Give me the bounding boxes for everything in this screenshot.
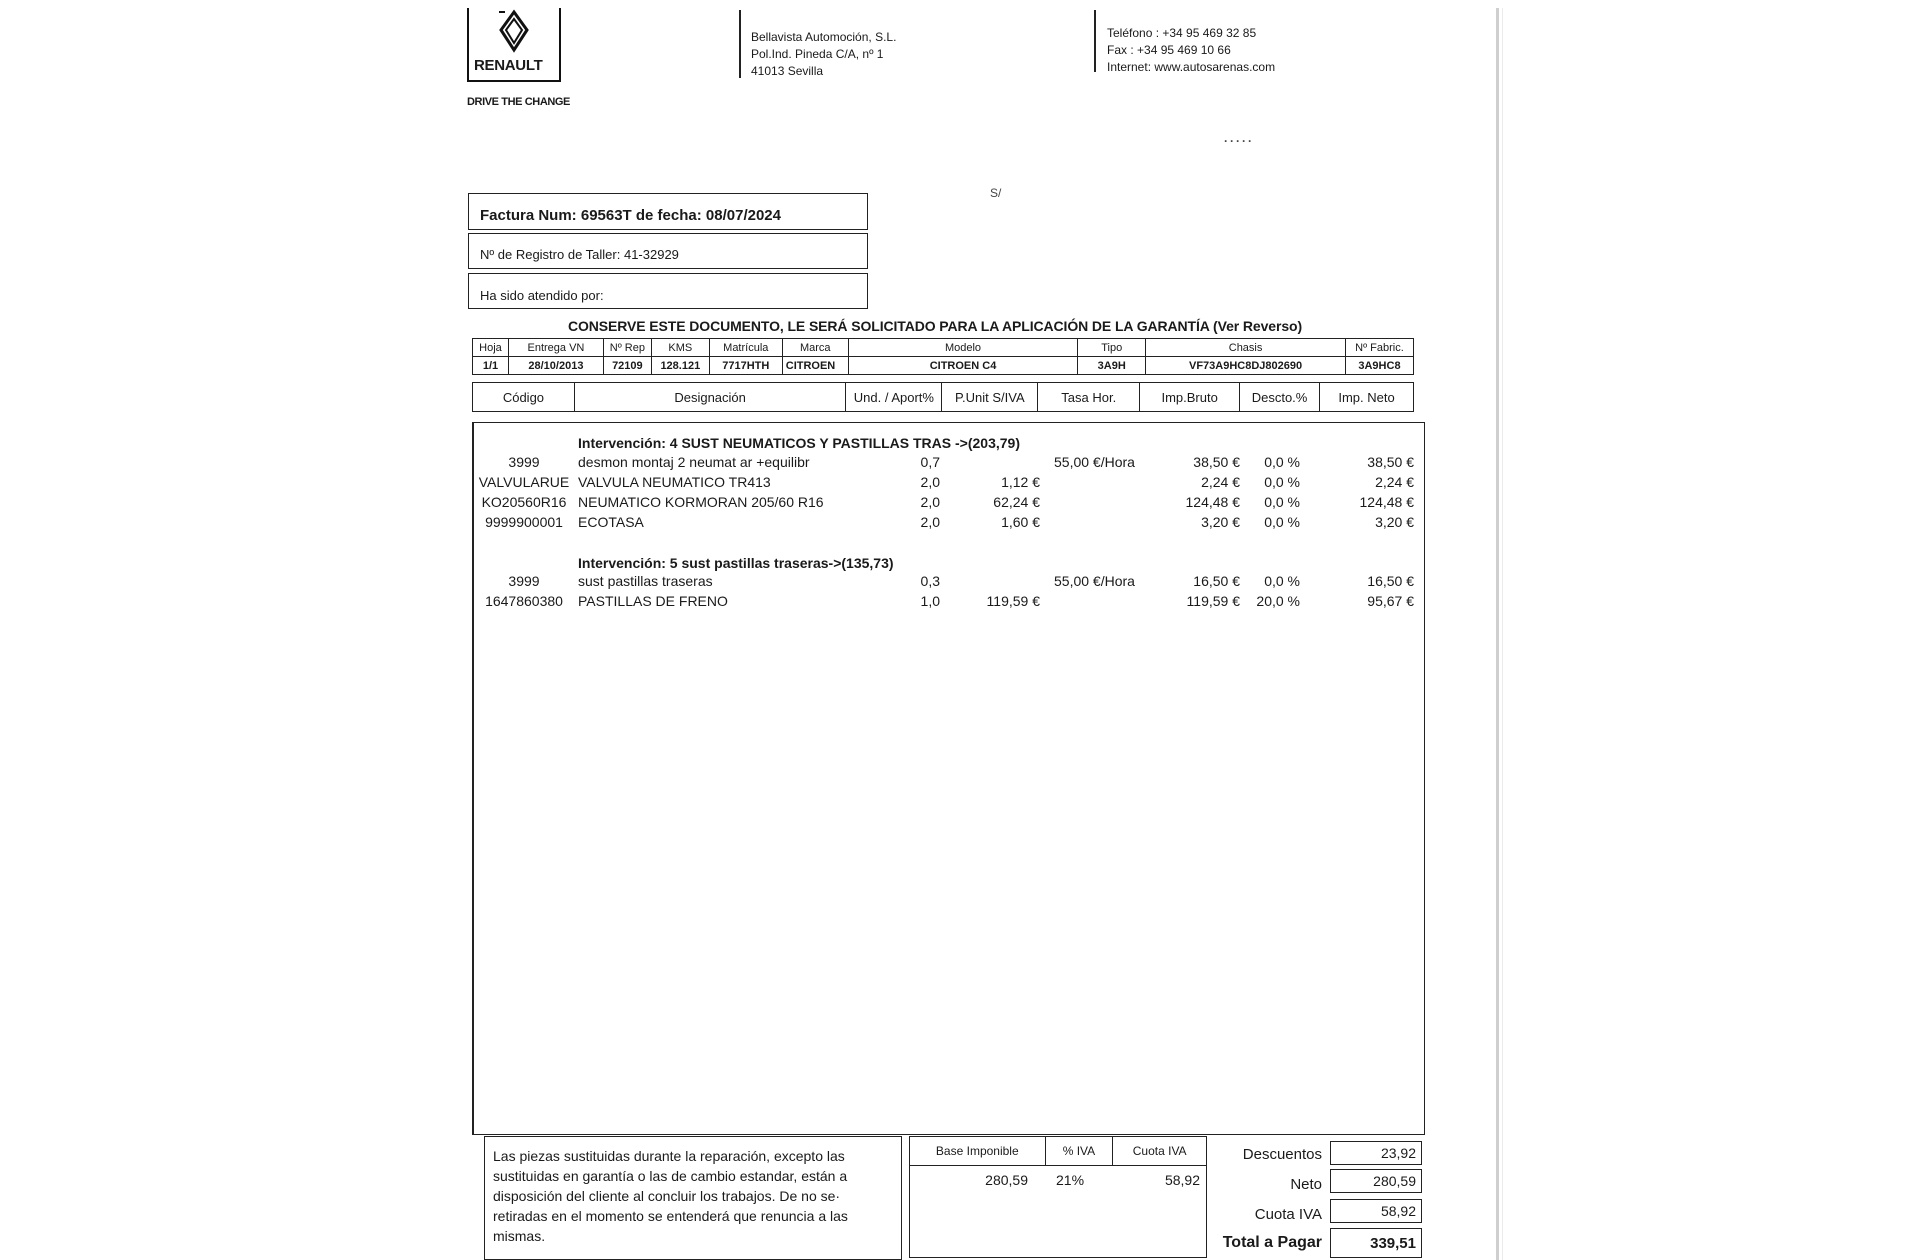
vehicle-value: 3A9H <box>1078 357 1146 375</box>
line-description: ECOTASA <box>578 514 644 530</box>
line-hourly-rate: 55,00 €/Hora <box>1054 454 1135 470</box>
line-discount: 0,0 % <box>1264 454 1300 470</box>
line-code: 3999 <box>508 573 540 589</box>
vehicle-values-row <box>473 357 1414 375</box>
vehicle-value: 1/1 <box>473 357 509 375</box>
line-description: desmon montaj 2 neumat ar +equilibr <box>578 454 810 470</box>
vat-table <box>909 1136 1207 1166</box>
line-gross: 3,20 € <box>1201 514 1240 530</box>
vehicle-value: 72109 <box>603 357 651 375</box>
line-quantity: 2,0 <box>920 474 940 490</box>
col-header: Imp. Neto <box>1320 383 1414 412</box>
line-code: 9999900001 <box>485 514 563 530</box>
vehicle-header: Nº Rep <box>603 339 651 357</box>
line-net: 2,24 € <box>1375 474 1414 490</box>
col-header: Imp.Bruto <box>1140 383 1240 412</box>
line-quantity: 1,0 <box>920 593 940 609</box>
line-net: 3,20 € <box>1375 514 1414 530</box>
page-edge <box>1496 8 1499 1260</box>
vehicle-header: Nº Fabric. <box>1345 339 1413 357</box>
contact-info <box>1107 25 1275 76</box>
vehicle-value: 7717HTH <box>709 357 782 375</box>
legal-note: Las piezas sustituidas durante la reparación, excepto las sustituidas en garantía o las de cambio estandar, están a disposición del cliente al concluir los trabajos. De no se· retiradas en el momento se entenderá que renuncia a las mismas. <box>484 1136 902 1260</box>
line-unit-price: 62,24 € <box>993 494 1040 510</box>
line-discount: 20,0 % <box>1256 593 1300 609</box>
vat-header: Cuota IVA <box>1113 1137 1207 1166</box>
col-header: Und. / Aport% <box>846 383 942 412</box>
line-description: VALVULA NEUMATICO TR413 <box>578 474 771 490</box>
net-label: Neto <box>1290 1176 1322 1193</box>
line-code: KO20560R16 <box>481 494 567 510</box>
vehicle-value: 28/10/2013 <box>508 357 603 375</box>
vehicle-value: CITROEN C4 <box>848 357 1078 375</box>
col-header: Descto.% <box>1240 383 1320 412</box>
line-quantity: 0,3 <box>920 573 940 589</box>
vehicle-value: VF73A9HC8DJ802690 <box>1146 357 1346 375</box>
vehicle-header-row <box>473 339 1414 357</box>
col-header: Designación <box>574 383 846 412</box>
line-code: 3999 <box>508 454 540 470</box>
line-gross: 38,50 € <box>1193 454 1240 470</box>
line-quantity: 2,0 <box>920 494 940 510</box>
line-code: VALVULARUE <box>478 474 570 490</box>
line-description: PASTILLAS DE FRENO <box>578 593 728 609</box>
vehicle-header: Chasis <box>1146 339 1346 357</box>
line-gross: 124,48 € <box>1185 494 1240 510</box>
line-gross: 119,59 € <box>1186 593 1240 609</box>
vehicle-header: Hoja <box>473 339 509 357</box>
line-quantity: 0,7 <box>920 454 940 470</box>
vat-quota-value: 58,92 <box>1330 1199 1422 1223</box>
vat-amount: 58,92 <box>1164 1172 1200 1188</box>
line-gross: 16,50 € <box>1193 573 1240 589</box>
vehicle-header: Tipo <box>1078 339 1146 357</box>
vehicle-header: Entrega VN <box>508 339 603 357</box>
line-unit-price <box>960 573 1040 591</box>
vat-rate: 21% <box>1056 1172 1085 1188</box>
discounts-label: Descuentos <box>1242 1146 1322 1163</box>
col-header: P.Unit S/IVA <box>942 383 1038 412</box>
line-unit-price: 1,12 € <box>1001 474 1040 490</box>
vehicle-header: KMS <box>651 339 709 357</box>
fax: Fax : +34 95 469 10 66 <box>1107 43 1231 57</box>
company-address-1: Pol.Ind. Pineda C/A, nº 1 <box>751 47 884 61</box>
line-gross: 2,24 € <box>1201 474 1240 490</box>
line-unit-price <box>960 454 1040 472</box>
company-address-2: 41013 Sevilla <box>751 64 824 78</box>
company-info <box>751 29 896 80</box>
line-net: 124,48 € <box>1359 494 1414 510</box>
vat-header: Base Imponible <box>910 1137 1046 1166</box>
vehicle-value: 3A9HC8 <box>1345 357 1413 375</box>
brand-tagline: DRIVE THE CHANGE <box>467 96 570 108</box>
warranty-notice: CONSERVE ESTE DOCUMENTO, LE SERÁ SOLICITADO PARA LA APLICACIÓN DE LA GARANTÍA (Ver Reverso) <box>568 318 1303 334</box>
logo-wordmark: RENAULT <box>474 57 543 74</box>
total-value: 339,51 <box>1330 1228 1422 1258</box>
page-edge-shadow <box>1502 8 1503 1260</box>
net-value: 280,59 <box>1330 1169 1422 1193</box>
vehicle-header: Matrícula <box>709 339 782 357</box>
line-net: 38,50 € <box>1367 454 1414 470</box>
vehicle-table <box>472 338 1414 375</box>
line-unit-price: 119,59 € <box>986 593 1040 609</box>
intervention-title: Intervención: 4 SUST NEUMATICOS Y PASTILLAS TRAS ->(203,79) <box>578 435 1020 451</box>
vehicle-value: CITROEN <box>782 357 848 375</box>
line-hourly-rate: 55,00 €/Hora <box>1054 573 1135 589</box>
workshop-registry: Nº de Registro de Taller: 41-32929 <box>468 233 868 269</box>
line-discount: 0,0 % <box>1264 474 1300 490</box>
line-description: sust pastillas traseras <box>578 573 713 589</box>
vehicle-header: Modelo <box>848 339 1078 357</box>
renault-diamond-icon <box>469 8 559 58</box>
lines-header <box>472 382 1414 412</box>
line-discount: 0,0 % <box>1264 514 1300 530</box>
attended-by: Ha sido atendido por: <box>468 273 868 309</box>
line-discount: 0,0 % <box>1264 573 1300 589</box>
vat-quota-label: Cuota IVA <box>1254 1206 1322 1223</box>
vehicle-value: 128.121 <box>651 357 709 375</box>
website: Internet: www.autosarenas.com <box>1107 60 1276 74</box>
discounts-value: 23,92 <box>1330 1141 1422 1165</box>
line-code: 1647860380 <box>485 593 563 609</box>
stray-mark: S/ <box>990 186 1002 200</box>
invoice-number: Factura Num: 69563T de fecha: 08/07/2024 <box>468 193 868 230</box>
line-unit-price: 1,60 € <box>1001 514 1040 530</box>
col-header: Código <box>473 383 575 412</box>
line-net: 95,67 € <box>1367 593 1414 609</box>
line-quantity: 2,0 <box>920 514 940 530</box>
intervention-title: Intervención: 5 sust pastillas traseras->(135,73) <box>578 555 894 571</box>
vat-header: % IVA <box>1045 1137 1113 1166</box>
total-label: Total a Pagar <box>1222 1234 1322 1251</box>
line-discount: 0,0 % <box>1264 494 1300 510</box>
phone: Teléfono : +34 95 469 32 85 <box>1107 26 1257 40</box>
header-divider <box>739 10 741 78</box>
vat-base: 280,59 <box>985 1172 1028 1188</box>
vehicle-header: Marca <box>782 339 848 357</box>
company-name: Bellavista Automoción, S.L. <box>751 30 897 44</box>
line-description: NEUMATICO KORMORAN 205/60 R16 <box>578 494 824 510</box>
stray-mark: ····· <box>1224 134 1254 148</box>
header-divider <box>1094 10 1096 72</box>
col-header: Tasa Hor. <box>1038 383 1140 412</box>
line-net: 16,50 € <box>1367 573 1414 589</box>
